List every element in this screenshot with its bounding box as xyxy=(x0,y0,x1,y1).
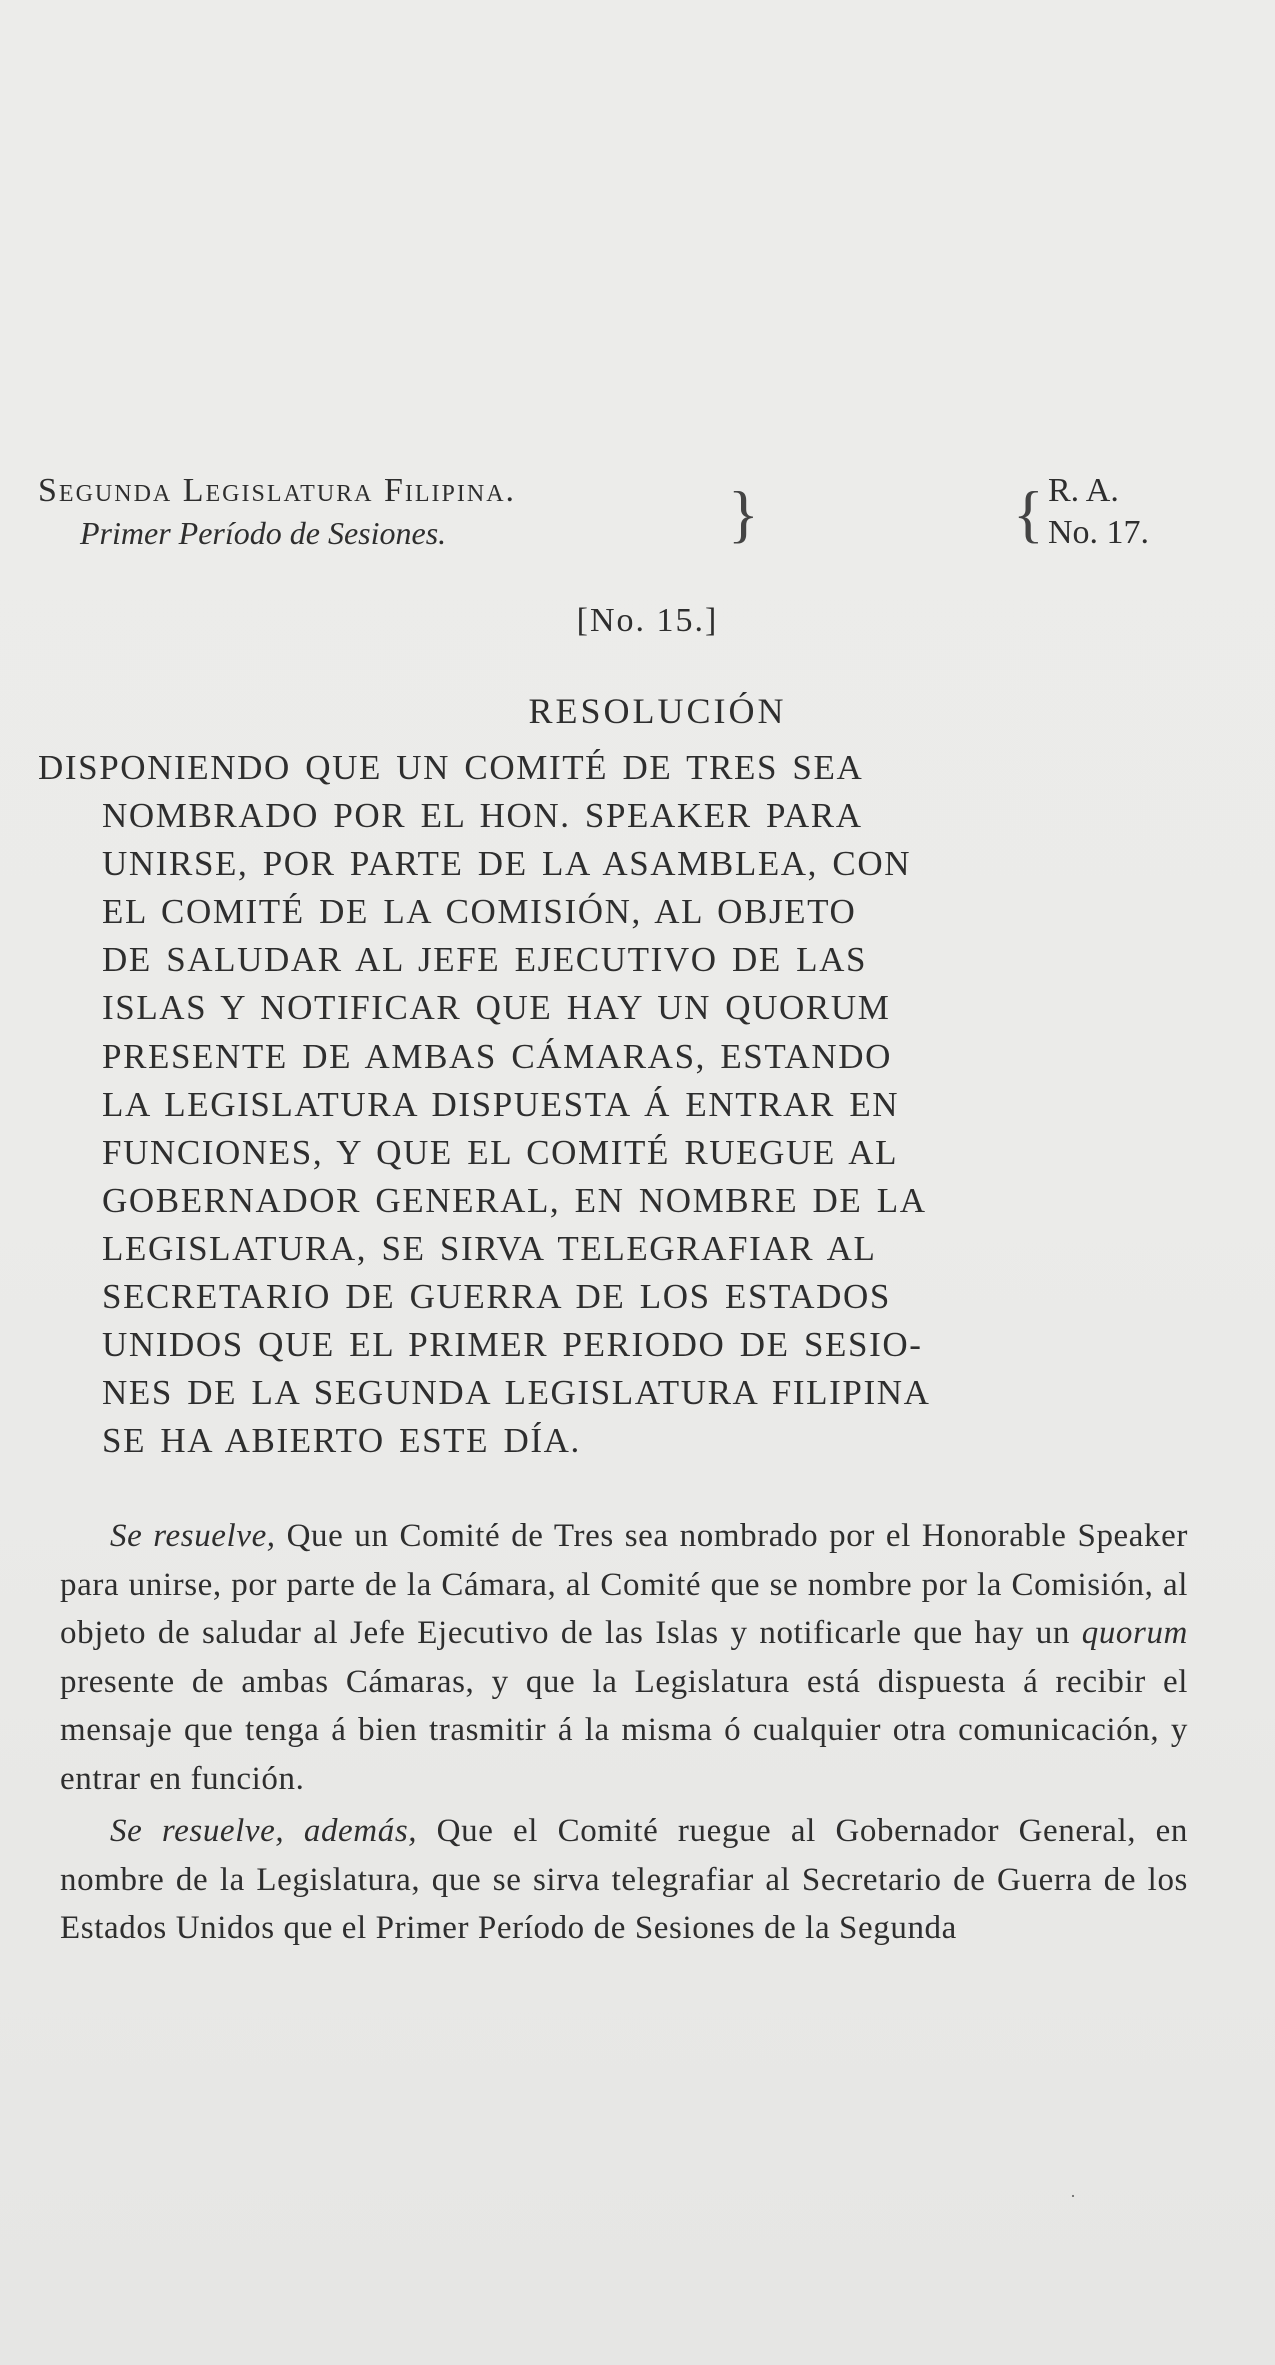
ref-line-2: No. 17. xyxy=(1048,514,1150,551)
resolution-body xyxy=(60,1512,1188,1953)
paragraph-text: Que un Comité de Tres sea nombrado por el Honorable Speaker para unirse, por parte de la Cámara, al Comité que se nombre por la Comisión, al objeto de saludar al Jefe Ejecutivo de las Islas y notificarle que hay un xyxy=(60,1518,1188,1651)
resolution-paragraph-2 xyxy=(60,1807,1188,1953)
heading-line: LA LEGISLATURA DISPUESTA Á ENTRAR EN xyxy=(102,1084,900,1124)
heading-line: GOBERNADOR GENERAL, EN NOMBRE DE LA xyxy=(102,1180,927,1220)
paragraph-text: presente de ambas Cámaras, y que la Legislatura está dispuesta á recibir el mensaje que tenga á bien trasmitir á la misma ó cualquier otra comunicación, y entrar en función. xyxy=(60,1663,1188,1797)
heading-line: NES DE LA SEGUNDA LEGISLATURA FILIPINA xyxy=(102,1373,931,1413)
heading-line: ISLAS Y NOTIFICAR QUE HAY UN QUORUM xyxy=(102,988,891,1028)
heading-line: FUNCIONES, Y QUE EL COMITÉ RUEGUE AL xyxy=(102,1132,899,1172)
paragraph-lead: Se resuelve, xyxy=(110,1518,276,1554)
legislature-name: Segunda Legislatura Filipina. xyxy=(38,472,517,509)
header-left-block xyxy=(38,470,738,554)
heading-line: UNIRSE, POR PARTE DE LA ASAMBLEA, CON xyxy=(102,844,912,884)
resolution-heading xyxy=(38,744,1188,1465)
brace-right-icon: { xyxy=(1013,478,1044,549)
paragraph-lead: Se resuelve, además, xyxy=(110,1813,418,1849)
heading-line: DISPONIENDO QUE UN COMITÉ DE TRES SEA xyxy=(38,748,864,787)
brace-left-icon: } xyxy=(728,478,759,549)
paragraph-text: Que el Comité ruegue al Gobernador General, en nombre de la Legislatura, que se sirva telegrafiar al Secretario de Guerra de los Estados Unidos que el Primer Período de Sesiones de la Segunda xyxy=(60,1813,1188,1946)
heading-line: NOMBRADO POR EL HON. SPEAKER PARA xyxy=(102,796,863,836)
resolution-title: RESOLUCIÓN xyxy=(528,691,787,731)
heading-line: SE HA ABIERTO ESTE DÍA. xyxy=(102,1421,581,1461)
session-name: Primer Período de Sesiones. xyxy=(80,515,447,551)
heading-line: SECRETARIO DE GUERRA DE LOS ESTADOS xyxy=(102,1277,891,1317)
heading-line: PRESENTE DE AMBAS CÁMARAS, ESTANDO xyxy=(102,1036,893,1076)
header-right-block xyxy=(1048,470,1149,554)
scan-speck: · xyxy=(1070,2186,1076,2206)
document-header xyxy=(38,470,1188,560)
heading-line: DE SALUDAR AL JEFE EJECUTIVO DE LAS xyxy=(102,940,868,980)
heading-line: UNIDOS QUE EL PRIMER PERIODO DE SESIO- xyxy=(102,1325,923,1365)
heading-line: EL COMITÉ DE LA COMISIÓN, AL OBJETO xyxy=(102,892,857,932)
resolution-number: [No. 15.] xyxy=(576,602,719,639)
resolution-paragraph-1 xyxy=(60,1512,1188,1803)
heading-line: LEGISLATURA, SE SIRVA TELEGRAFIAR AL xyxy=(102,1228,877,1268)
quorum-term: quorum xyxy=(1081,1615,1188,1651)
ref-line-1: R. A. xyxy=(1048,472,1119,509)
